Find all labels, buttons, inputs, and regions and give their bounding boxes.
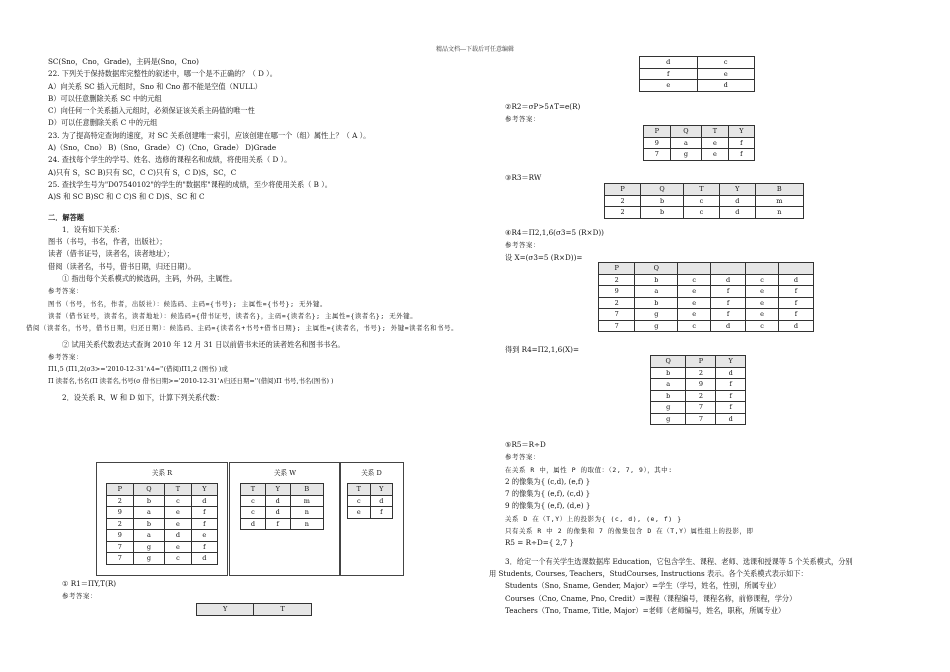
table-header-cell: B	[755, 184, 803, 196]
table-cell: g	[133, 541, 164, 553]
relation-reader: 读者（借书证号，读者名，读者地址）；	[48, 249, 174, 259]
q1-title: 1．设有如下关系：	[62, 224, 125, 234]
table-header-row	[644, 126, 755, 138]
table-cell: c	[241, 507, 266, 519]
section-title: 二．解答题	[48, 212, 84, 222]
table-header-cell: Y	[191, 484, 217, 496]
question-stem: 24. 查找每个学生的学号、姓名、选修的课程名和成绩，将使用关系（ D ）。	[48, 155, 292, 165]
r5-answer-label: 参考答案：	[505, 453, 540, 462]
relation-w-caption: 关系 W	[273, 469, 297, 477]
table-cell: 2	[107, 518, 134, 530]
table-cell: e	[746, 297, 779, 309]
table-cell: b	[635, 297, 678, 309]
question-option: A）向关系 SC 插入元组时，Sno 和 Cno 都不能是空值（NULL）	[48, 81, 262, 91]
table-cell: d	[191, 553, 217, 565]
table-cell: c	[746, 274, 779, 286]
table-cell: 2	[605, 207, 641, 219]
table-cell: d	[778, 320, 813, 332]
table-row	[348, 507, 393, 519]
table-cell: c	[746, 320, 779, 332]
question-stem: 25. 查找学生号为"D07540102"的学生的"数据库"课程的成绩，至少将使用关系（ B ）。	[48, 179, 332, 189]
q1-answer-reader: 读者（借书证号，读者名，读者地址）：候选码={借书证号，读者名}，主码={读者名}; 主属性={读者名}; 无外键。	[48, 311, 418, 320]
table-cell: e	[678, 286, 711, 298]
table-cell: e	[640, 80, 698, 92]
table-cell: f	[711, 297, 746, 309]
table-header-cell: Y	[265, 484, 290, 496]
table-cell: n	[755, 207, 803, 219]
table-cell: d	[241, 518, 266, 530]
table-cell: f	[778, 286, 813, 298]
r1-expr: ① R1＝ΠY,T(R)	[62, 579, 117, 588]
table-cell: g	[635, 320, 678, 332]
q1-answer2-label: 参考答案：	[48, 352, 83, 361]
question-option: A)S 和 SC B)SC 和 C C)S 和 C D)S、SC 和 C	[48, 192, 205, 202]
q1-answer-borrow: 借阅（读者名，书号，借书日期，归还日期）：候选码、主码={读者名+书号+借书日期}; 主属性={读者名，书号}; 外键=读者名和书号。	[26, 324, 459, 333]
q1-answer2-expr-a: Π1,5 (Π1,2(σ3>='2010-12-31'∧4=''(借阅)Π1,2 (图书) )或	[48, 365, 228, 374]
table-cell: 9	[686, 379, 716, 391]
table-cell: c	[165, 553, 192, 565]
table-cell: f	[778, 309, 813, 321]
question-option: B）可以任意删除关系 SC 中的元组	[48, 93, 162, 103]
table-cell: f	[370, 507, 392, 519]
table-header-cell: Y	[197, 604, 254, 616]
table-cell: m	[290, 495, 323, 507]
table-cell: f	[265, 518, 290, 530]
table-cell: 2	[107, 495, 134, 507]
table-header-row	[599, 263, 814, 275]
table-row	[605, 195, 804, 207]
table-header-cell: P	[686, 356, 716, 368]
question-option: C）向任何一个关系插入元组时，必须保证该关系主码值的唯一性	[48, 106, 255, 116]
table-cell: g	[133, 553, 164, 565]
table-cell: 9	[107, 530, 134, 542]
table-cell: b	[641, 195, 684, 207]
table-cell: 2	[605, 195, 641, 207]
table-cell: g	[651, 402, 686, 414]
table-cell: d	[719, 195, 755, 207]
question-stem: 22. 下列关于保持数据库完整性的叙述中，哪一个是不正确的？（ D ）。	[48, 69, 277, 79]
question-option: D）可以任意删除关系 C 中的元组	[48, 118, 158, 128]
table-cell: 9	[599, 286, 635, 298]
table-cell: c	[683, 195, 719, 207]
table-cell: f	[728, 149, 754, 161]
table-cell: 2	[686, 390, 716, 402]
relation-r-caption: 关系 R	[151, 469, 173, 477]
table-cell: m	[755, 195, 803, 207]
table-row	[599, 309, 814, 321]
table-cell: 9	[644, 137, 671, 149]
r1-block	[62, 578, 362, 603]
r4-expr: ④R4＝Π2,1,6(σ3=5 (R×D))	[505, 228, 604, 237]
table-cell: f	[711, 286, 746, 298]
table-row	[651, 390, 746, 402]
table-cell: d	[640, 57, 698, 69]
table-cell: a	[133, 507, 164, 519]
table-header-cell: T	[702, 126, 729, 138]
table-cell: a	[635, 286, 678, 298]
table-cell: b	[133, 495, 164, 507]
table-header-cell: Q	[641, 184, 684, 196]
table-row	[644, 137, 755, 149]
table-cell: d	[711, 320, 746, 332]
table-cell: 7	[686, 413, 716, 425]
q1-sub2: ② 试用关系代数表达式查询 2010 年 12 月 31 日以前借书未还的读者姓名和图书书名。	[62, 339, 345, 349]
table-cell: e	[678, 297, 711, 309]
table-row	[599, 320, 814, 332]
table-cell: d	[711, 274, 746, 286]
table-cell: d	[716, 413, 746, 425]
table-row	[107, 541, 218, 553]
table-cell: f	[716, 390, 746, 402]
table-cell: 7	[686, 402, 716, 414]
r5-answer-line: 7 的像集为{ (e,f), (c,d) }	[505, 489, 591, 499]
table-cell: 7	[107, 553, 134, 565]
table-cell: 7	[644, 149, 671, 161]
table-cell: b	[635, 274, 678, 286]
table-header-cell: Q	[670, 126, 701, 138]
table-cell: g	[635, 309, 678, 321]
q3-relation-line: Courses（Cno, Cname, Pno, Credit）=课程（课程编号，课程名称，前修课程，学分）	[505, 593, 797, 603]
r1-table-header	[196, 603, 312, 616]
r5-expr: ⑤R5＝R÷D	[505, 440, 546, 449]
table-cell: 7	[599, 320, 635, 332]
table-row	[605, 207, 804, 219]
table-cell: d	[719, 207, 755, 219]
table-cell: e	[165, 518, 192, 530]
r3-table	[604, 183, 804, 219]
table-header-row	[241, 484, 324, 496]
page-watermark: 精品文档---下载后可任意编辑	[435, 46, 515, 53]
table-header-row	[348, 484, 393, 496]
table-header-cell: Y	[719, 184, 755, 196]
r1-answer-label: 参考答案：	[62, 592, 97, 601]
q3-relation-line: Students（Sno, Sname, Gender, Major）=学生（学号，姓名，性别，所属专业）	[505, 581, 781, 591]
table-row	[651, 379, 746, 391]
table-cell: a	[133, 530, 164, 542]
table-cell: e	[702, 149, 729, 161]
table-cell: f	[716, 402, 746, 414]
table-row	[599, 274, 814, 286]
r4-get: 得到 R4=Π2,1,6(X)=	[505, 345, 579, 354]
table-cell: a	[670, 137, 701, 149]
table-cell: d	[716, 367, 746, 379]
q1-answer-label: 参考答案：	[48, 287, 83, 296]
table-cell: e	[165, 507, 192, 519]
relation-borrow: 借阅（读者名，书号，借书日期，归还日期）。	[48, 261, 196, 271]
table-cell: e	[191, 530, 217, 542]
table-cell: g	[651, 413, 686, 425]
table-cell: 7	[107, 541, 134, 553]
table-row	[107, 495, 218, 507]
table-cell: b	[641, 207, 684, 219]
table-cell: d	[370, 495, 392, 507]
question-option: A)只有 S，SC B)只有 SC，C C)只有 S，C D)S，SC，C	[48, 167, 237, 177]
r4-x-table	[598, 262, 814, 332]
q1-answer2-expr-b: Π 读者名,书名(Π 读者名,书号(σ 借书日期>='2010-12-31'∧归还日期=''(借阅)Π 书号,书名(图书) )	[48, 377, 334, 386]
q3-line-b: 用 Students, Courses, Teachers，StudCourses, Instructions 表示。各个关系模式表示如下：	[489, 568, 808, 578]
table-row	[651, 402, 746, 414]
table-header-cell: Y	[716, 356, 746, 368]
table-header-cell: Q	[651, 356, 686, 368]
key-line: SC(Sno，Cno，Grade)，主码是(Sno，Cno)	[48, 57, 199, 66]
q3-relation-lines	[505, 580, 925, 617]
table-cell: d	[265, 495, 290, 507]
table-cell: f	[191, 518, 217, 530]
table-cell: d	[778, 274, 813, 286]
left-column	[26, 56, 463, 404]
table-cell: f	[728, 137, 754, 149]
relation-book: 图书（书号，书名，作者，出版社）；	[48, 237, 167, 247]
table-cell: 9	[107, 507, 134, 519]
r4-let: 设 X=(σ3=5 (R×D))=	[505, 252, 583, 262]
r4-result-table	[650, 355, 746, 425]
table-row	[640, 57, 755, 69]
r4-answer-label: 参考答案：	[505, 241, 540, 250]
table-header-cell: Y	[728, 126, 754, 138]
table-cell: c	[697, 57, 755, 69]
table-cell: d	[265, 507, 290, 519]
table-cell: e	[348, 507, 371, 519]
table-row	[640, 68, 755, 80]
table-header-cell: P	[605, 184, 641, 196]
table-header-row	[651, 356, 746, 368]
table-row	[241, 518, 324, 530]
table-cell: a	[651, 379, 686, 391]
relation-d-box	[339, 462, 404, 576]
table-row	[241, 495, 324, 507]
table-cell: e	[165, 541, 192, 553]
table-header-cell: Y	[370, 484, 392, 496]
q3-relation-line: Teachers（Tno, Tname, Title, Major）=老师（老师编号，姓名，职称，所属专业）	[505, 605, 786, 615]
table-row	[348, 495, 393, 507]
table-cell: f	[191, 541, 217, 553]
q3-line-a: 3．给定一个有关学生选课数据库 Education，它包含学生、课程、老师、选课和授课等 5 个关系模式，分别	[505, 556, 853, 566]
table-header-row	[107, 484, 218, 496]
table-row	[599, 297, 814, 309]
r5-answer-lines	[505, 464, 925, 550]
table-cell: c	[683, 207, 719, 219]
table-cell: f	[711, 309, 746, 321]
table-cell: c	[165, 495, 192, 507]
r3-expr: ③R3＝RW	[505, 173, 542, 182]
table-header-cell: Q	[133, 484, 164, 496]
table-header-cell: P	[107, 484, 134, 496]
r2-block	[505, 101, 805, 126]
relation-d-caption: 关系 D	[361, 469, 382, 477]
r5-answer-line: 只有关系 R 中 2 的像集和 7 的像集包含 D 在（T,Y）属性组上的投影，即	[505, 527, 754, 536]
question-stem: 23. 为了提高特定查询的速度，对 SC 关系创建唯一索引，应该创建在哪一个（组）属性上？（ A ）。	[48, 130, 371, 140]
table-cell: g	[670, 149, 701, 161]
table-cell: f	[778, 297, 813, 309]
table-row	[599, 286, 814, 298]
table-row	[640, 80, 755, 92]
table-header-cell	[711, 263, 746, 275]
table-cell: e	[678, 309, 711, 321]
table-cell: d	[191, 495, 217, 507]
relation-w-table	[240, 483, 324, 530]
table-cell: n	[290, 518, 323, 530]
relation-r-box	[96, 462, 228, 576]
table-header-cell: T	[241, 484, 266, 496]
table-header-cell: T	[254, 604, 312, 616]
table-header-cell: T	[683, 184, 719, 196]
table-cell: c	[678, 320, 711, 332]
table-header-cell: B	[290, 484, 323, 496]
table-header-cell	[678, 263, 711, 275]
r1-table-body	[639, 56, 755, 92]
question-list	[48, 68, 463, 203]
table-row	[107, 553, 218, 565]
table-cell: b	[651, 390, 686, 402]
table-cell: f	[640, 68, 698, 80]
relation-d-table	[347, 483, 393, 519]
question-option: A)（Sno，Cno） B)（Sno，Grade） C)（Cno，Grade） D)Grade	[48, 143, 277, 153]
table-header-cell	[778, 263, 813, 275]
table-cell: c	[678, 274, 711, 286]
table-cell: e	[746, 309, 779, 321]
q1-sub1: ① 指出每个关系模式的候选码，主码，外码，主属性。	[62, 274, 237, 284]
table-header-cell: T	[348, 484, 371, 496]
table-header-cell: P	[599, 263, 635, 275]
table-header-cell: T	[165, 484, 192, 496]
table-row	[651, 413, 746, 425]
r5-answer-line: R5 = R÷D={ 2,7 }	[505, 538, 574, 548]
table-cell: f	[716, 379, 746, 391]
table-row	[651, 367, 746, 379]
table-cell: d	[165, 530, 192, 542]
table-header-cell: Q	[635, 263, 678, 275]
table-cell: 2	[686, 367, 716, 379]
table-cell: 2	[599, 274, 635, 286]
table-cell: b	[651, 367, 686, 379]
r5-answer-line: 2 的像集为{ (c,d), (e,f) }	[505, 476, 591, 486]
table-cell: d	[697, 80, 755, 92]
q2-title: 2．设关系 R、W 和 D 如下，计算下列关系代数：	[62, 392, 224, 402]
relation-w-box	[229, 462, 341, 576]
q1-answer-book: 图书（书号，书名，作者，出版社）：候选码、主码={书号}; 主属性={书号}; 无外键。	[48, 299, 327, 308]
relation-r-table	[106, 483, 218, 565]
table-cell: f	[191, 507, 217, 519]
r2-answer-label: 参考答案：	[505, 115, 540, 124]
r2-table	[643, 125, 755, 161]
table-cell: e	[697, 68, 755, 80]
table-header-row	[197, 604, 312, 616]
table-row	[644, 149, 755, 161]
table-row	[107, 530, 218, 542]
table-header-row	[605, 184, 804, 196]
table-row	[241, 507, 324, 519]
table-row	[107, 518, 218, 530]
table-cell: b	[133, 518, 164, 530]
r5-answer-line: 在关系 R 中，属性 P 的取值：（2, 7, 9），其中:	[505, 465, 673, 474]
table-header-cell: P	[644, 126, 671, 138]
table-cell: e	[746, 286, 779, 298]
table-cell: c	[241, 495, 266, 507]
table-cell: c	[348, 495, 371, 507]
table-cell: 2	[599, 297, 635, 309]
table-row	[107, 507, 218, 519]
table-cell: 7	[599, 309, 635, 321]
r2-expr: ②R2＝σP>5∧T=e(R)	[505, 102, 581, 111]
table-header-cell	[746, 263, 779, 275]
r5-answer-line: 9 的像集为{ (e,f), (d,e) }	[505, 501, 591, 511]
r5-answer-line: 关系 D 在（T,Y）上的投影为{ (c, d), (e, f) }	[505, 514, 682, 523]
r4-block	[505, 227, 805, 264]
r5-block	[489, 439, 925, 617]
table-cell: e	[702, 137, 729, 149]
table-cell: n	[290, 507, 323, 519]
